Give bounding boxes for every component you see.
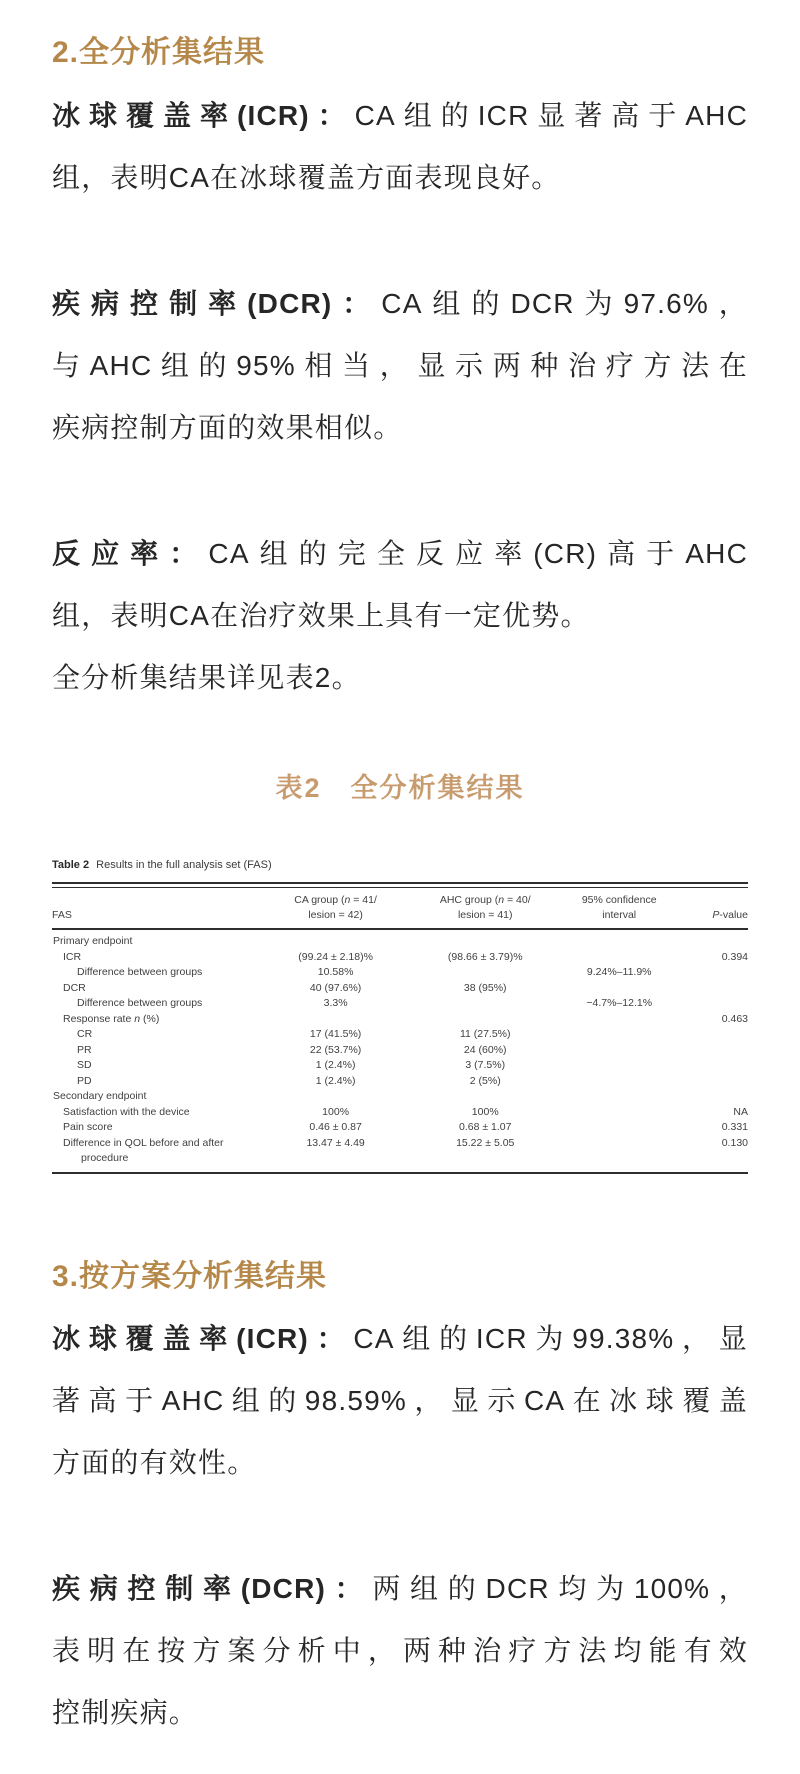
cell-p: 0.130 <box>721 1136 748 1149</box>
cell-p: NA <box>733 1105 748 1118</box>
bold-lead-text: 冰球覆盖率(ICR)： <box>52 100 355 131</box>
body-text: 组，表明CA在冰球覆盖方面表现良好。 <box>52 162 561 193</box>
cell-p: 0.331 <box>721 1121 748 1133</box>
cell-ahc: 24 (60%) <box>463 1043 507 1056</box>
column-header-ahc <box>410 888 560 929</box>
body-text: CA组的ICR为99.38%，显 <box>353 1322 748 1354</box>
cell-label: DCR <box>63 981 86 994</box>
paragraph <box>52 1558 748 1744</box>
section-heading-per-protocol: 3.按方案分析集结果 <box>52 1259 328 1293</box>
cell-p <box>678 965 748 981</box>
text-line <box>52 1308 748 1370</box>
cell-label: Difference between groups <box>77 966 203 978</box>
bold-lead-text: 疾病控制率(DCR)： <box>52 288 382 319</box>
cell-ci <box>560 1136 678 1173</box>
column-header-line: P-value <box>712 909 748 921</box>
body-text: 两组的DCR均为100%， <box>372 1572 748 1604</box>
bold-lead-text: 疾病控制率(DCR)： <box>52 1572 373 1604</box>
paragraph <box>52 85 748 209</box>
cell-label: Satisfaction with the device <box>63 1105 190 1118</box>
table2-title <box>52 857 748 873</box>
cell-label: PD <box>77 1074 92 1087</box>
body-text: 疾病控制方面的效果相似。 <box>52 412 403 443</box>
text-line <box>52 1432 748 1494</box>
cell-ci <box>560 1027 678 1043</box>
column-header-p <box>678 888 748 929</box>
text-line <box>52 1558 748 1620</box>
text-line <box>52 585 748 647</box>
table-row <box>52 1058 748 1074</box>
cell-ahc <box>410 929 560 950</box>
text-line <box>52 647 748 709</box>
text-line <box>52 1682 748 1744</box>
cell-ca: 10.58% <box>317 966 354 978</box>
column-header-line: interval <box>602 909 637 921</box>
cell-label: Pain score <box>63 1121 113 1133</box>
paragraph <box>52 273 748 459</box>
table-row <box>52 1074 748 1090</box>
cell-ci: 9.24%–11.9% <box>586 966 652 978</box>
table-row <box>52 1043 748 1059</box>
text-line <box>52 85 748 147</box>
cell-ca: 40 (97.6%) <box>309 981 362 994</box>
cell-ci <box>560 929 678 950</box>
paragraphs-full-analysis <box>52 85 748 709</box>
cell-ca: 0.46 ± 0.87 <box>309 1121 362 1133</box>
column-header-label <box>52 888 261 929</box>
paragraphs-per-protocol <box>52 1308 748 1744</box>
cell-p <box>678 1058 748 1074</box>
cell-label: Primary endpoint <box>53 935 133 947</box>
bold-lead-text: 冰球覆盖率(ICR)： <box>52 1322 354 1354</box>
cell-label: Secondary endpoint <box>53 1090 147 1102</box>
table2 <box>52 888 748 1174</box>
cell-ci <box>560 981 678 997</box>
text-line <box>52 147 748 209</box>
cell-p <box>678 1043 748 1059</box>
column-header-line: 95% confidence <box>581 894 657 906</box>
cell-p <box>678 929 748 950</box>
cell-ahc <box>410 1089 560 1105</box>
cell-label: Difference in QOL before and after procedure <box>52 1136 261 1173</box>
cell-ca <box>261 929 411 950</box>
table-row <box>52 1027 748 1043</box>
table-row <box>52 1105 748 1121</box>
cell-ahc: 2 (5%) <box>469 1074 501 1087</box>
cell-ci <box>560 1074 678 1090</box>
cell-ca: 1 (2.4%) <box>315 1074 356 1087</box>
body-text: 组，表明CA在治疗效果上具有一定优势。 <box>52 600 590 631</box>
cell-p: 0.463 <box>721 1012 748 1025</box>
table-row <box>52 929 748 950</box>
cell-ca: (99.24 ± 2.18)% <box>298 950 373 963</box>
cell-ci <box>560 1089 678 1105</box>
cell-ci <box>560 1105 678 1121</box>
column-header-line: CA group (n = 41/ <box>294 894 377 906</box>
cell-ci <box>560 1043 678 1059</box>
cell-ahc: 0.68 ± 1.07 <box>458 1121 512 1133</box>
cell-label: PR <box>77 1043 92 1056</box>
body-text: CA组的ICR显著高于AHC <box>354 100 748 131</box>
cell-label: Response rate n (%) <box>63 1012 160 1025</box>
cell-ca <box>261 1089 411 1105</box>
table-header-row <box>52 888 748 929</box>
body-text: 控制疾病。 <box>52 1696 199 1728</box>
cell-ahc <box>410 996 560 1012</box>
table2-figure <box>52 857 748 1174</box>
column-header-line: lesion = 42) <box>308 909 363 921</box>
table-row <box>52 1120 748 1136</box>
text-line <box>52 397 748 459</box>
text-line <box>52 335 748 397</box>
cell-ci: −4.7%–12.1% <box>586 997 653 1009</box>
cell-ca <box>261 1012 411 1028</box>
paragraph <box>52 523 748 709</box>
body-text: 与AHC组的95%相当，显示两种治疗方法在 <box>52 350 748 381</box>
cell-ahc: 15.22 ± 5.05 <box>456 1136 515 1149</box>
column-header-ca <box>261 888 411 929</box>
column-header-line: lesion = 41) <box>457 909 513 921</box>
table-row <box>52 965 748 981</box>
body-text: 方面的有效性。 <box>52 1446 257 1478</box>
cell-p: 0.394 <box>721 950 748 963</box>
cell-p <box>678 981 748 997</box>
body-text: 著高于AHC组的98.59%，显示CA在冰球覆盖 <box>52 1384 748 1416</box>
cell-ahc: 11 (27.5%) <box>459 1028 511 1040</box>
cell-ca: 1 (2.4%) <box>315 1059 356 1071</box>
cell-ca: 17 (41.5%) <box>309 1028 362 1040</box>
body-text: 表明在按方案分析中，两种治疗方法均能有效 <box>52 1634 748 1666</box>
cell-ci <box>560 1012 678 1028</box>
cell-p <box>678 1089 748 1105</box>
cell-ca: 3.3% <box>323 997 348 1009</box>
cell-label: SD <box>77 1059 92 1071</box>
body-text: CA组的DCR为97.6%， <box>381 288 748 319</box>
cell-p <box>678 1074 748 1090</box>
cell-ahc <box>410 965 560 981</box>
column-header-line: AHC group (n = 40/ <box>439 894 531 906</box>
text-line <box>52 1370 748 1432</box>
cell-ci <box>560 950 678 966</box>
body-text: 全分析集结果详见表2。 <box>52 662 361 693</box>
column-header-ci <box>560 888 678 929</box>
cell-ahc <box>410 1012 560 1028</box>
table-row <box>52 996 748 1012</box>
column-header-line: FAS <box>52 909 72 921</box>
cell-label: CR <box>77 1028 93 1040</box>
cell-ca: 22 (53.7%) <box>309 1043 362 1056</box>
table-row <box>52 1136 748 1173</box>
cell-ahc: (98.66 ± 3.79)% <box>447 950 523 963</box>
section-heading-full-analysis: 2.全分析集结果 <box>52 36 266 69</box>
cell-p <box>678 996 748 1012</box>
cell-ahc: 3 (7.5%) <box>465 1059 506 1071</box>
cell-label: Difference between groups <box>77 997 203 1009</box>
cell-ahc: 38 (95%) <box>463 981 507 994</box>
table2-title-label: Table 2 <box>52 859 90 871</box>
cell-ca: 13.47 ± 4.49 <box>306 1136 365 1149</box>
table-row <box>52 950 748 966</box>
table-row <box>52 1012 748 1028</box>
bold-lead-text: 反应率： <box>52 538 209 569</box>
text-line <box>52 523 748 585</box>
cell-label: ICR <box>63 950 82 963</box>
cell-ca: 100% <box>322 1105 350 1118</box>
cell-ci <box>560 1120 678 1136</box>
paragraph <box>52 1308 748 1494</box>
cell-label-line2: procedure <box>81 1152 129 1164</box>
table2-caption: 表2 全分析集结果 <box>275 773 525 803</box>
cell-ahc: 100% <box>471 1105 499 1118</box>
body-text: CA组的完全反应率(CR)高于AHC <box>208 538 748 569</box>
text-line <box>52 1620 748 1682</box>
text-line <box>52 273 748 335</box>
cell-p <box>678 1027 748 1043</box>
table-row <box>52 981 748 997</box>
cell-ci <box>560 1058 678 1074</box>
table2-title-text: Results in the full analysis set (FAS) <box>93 859 272 871</box>
table-row <box>52 1089 748 1105</box>
